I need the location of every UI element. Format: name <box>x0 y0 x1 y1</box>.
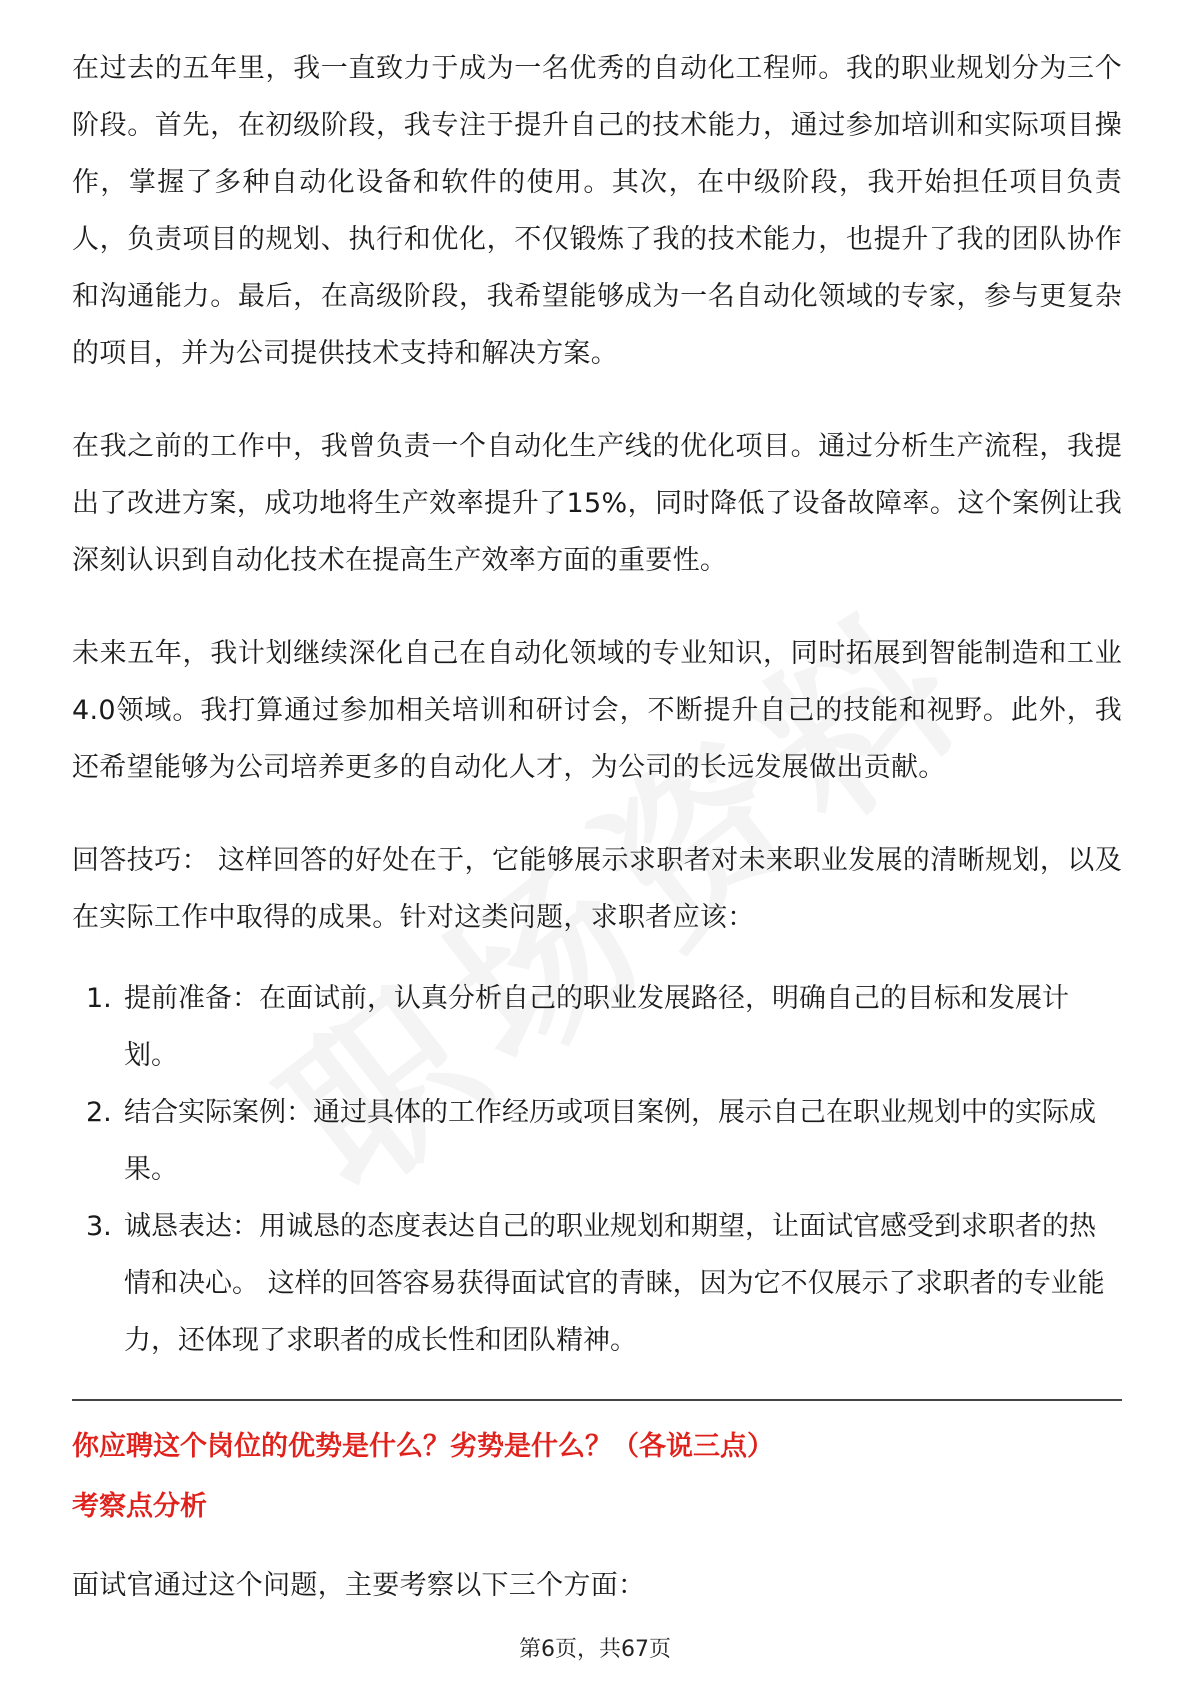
paragraph-future: 未来五年，我计划继续深化自己在自动化领域的专业知识，同时拓展到智能制造和工业4.0领域。我打算通过参加相关培训和研讨会，不断提升自己的技能和视野。此外，我还希望能够为公司培养更多的自动化人才，为公司的长远发展做出贡献。 <box>72 638 1122 783</box>
list-item <box>72 1198 1122 1369</box>
list-item <box>72 970 1122 1084</box>
paragraph-tips-intro: 回答技巧： 这样回答的好处在于，它能够展示求职者对未来职业发展的清晰规划，以及在实际工作中取得的成果。针对这类问题，求职者应该： <box>72 845 1122 933</box>
list-number: 2. <box>86 1097 112 1128</box>
divider <box>72 1399 1122 1401</box>
analysis-heading: 考察点分析 <box>72 1491 207 1522</box>
page-footer: 第6页，共67页 <box>519 1637 671 1662</box>
list-number: 1. <box>86 983 112 1014</box>
list-text: 诚恳表达：用诚恳的态度表达自己的职业规划和期望，让面试官感受到求职者的热情和决心。 这样的回答容易获得面试官的青睐，因为它不仅展示了求职者的专业能力，还体现了求职者的成长性和团队精神。 <box>124 1211 1105 1356</box>
list-item <box>72 1084 1122 1198</box>
question-heading: 你应聘这个岗位的优势是什么？劣势是什么？（各说三点） <box>72 1431 774 1462</box>
document-page <box>72 40 1122 1650</box>
list-text: 提前准备：在面试前，认真分析自己的职业发展路径，明确自己的目标和发展计划。 <box>124 983 1069 1071</box>
analysis-intro: 面试官通过这个问题，主要考察以下三个方面： <box>72 1570 646 1601</box>
list-text: 结合实际案例：通过具体的工作经历或项目案例，展示自己在职业规划中的实际成果。 <box>124 1097 1096 1185</box>
tips-list <box>72 970 1122 1369</box>
list-number: 3. <box>86 1211 112 1242</box>
paragraph-career-plan: 在过去的五年里，我一直致力于成为一名优秀的自动化工程师。我的职业规划分为三个阶段。首先，在初级阶段，我专注于提升自己的技术能力，通过参加培训和实际项目操作，掌握了多种自动化设备和软件的使用。其次，在中级阶段，我开始担任项目负责人，负责项目的规划、执行和优化，不仅锻炼了我的技术能力，也提升了我的团队协作和沟通能力。最后，在高级阶段，我希望能够成为一名自动化领域的专家，参与更复杂的项目，并为公司提供技术支持和解决方案。 <box>72 53 1122 369</box>
paragraph-case: 在我之前的工作中，我曾负责一个自动化生产线的优化项目。通过分析生产流程，我提出了改进方案，成功地将生产效率提升了15%，同时降低了设备故障率。这个案例让我深刻认识到自动化技术在提高生产效率方面的重要性。 <box>72 431 1122 576</box>
